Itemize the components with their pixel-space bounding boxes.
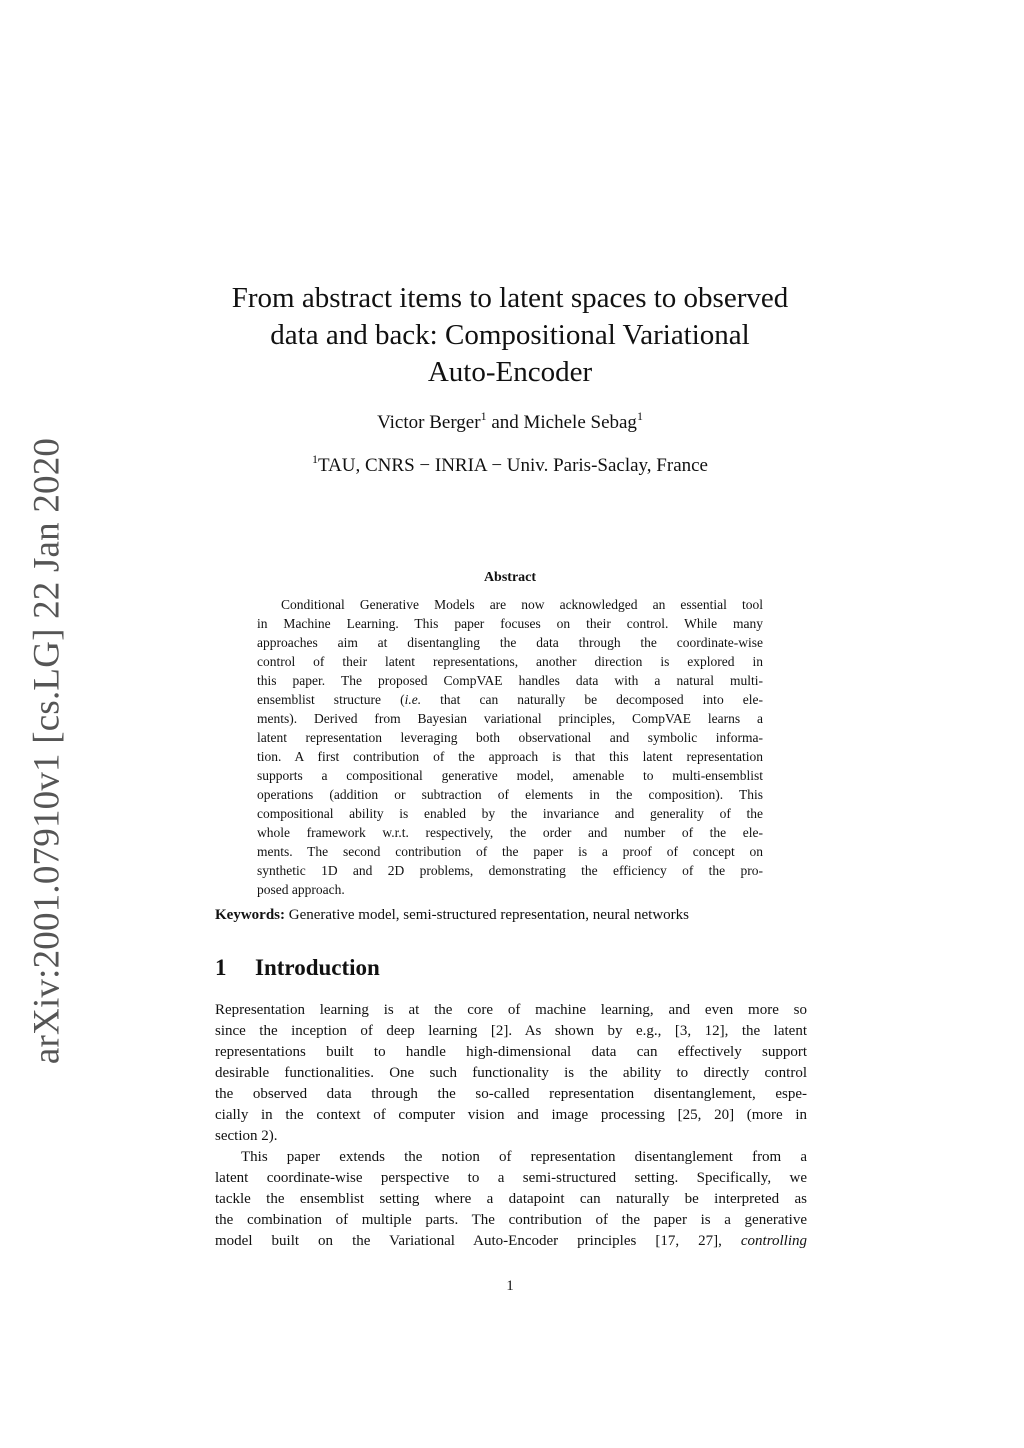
abstract-line: this paper. The proposed CompVAE handles data with a natural multi- bbox=[257, 673, 763, 688]
keywords bbox=[215, 905, 810, 925]
section-heading bbox=[215, 955, 380, 981]
abstract-line-start: ensemblist structure ( bbox=[257, 692, 405, 707]
author-list bbox=[200, 410, 820, 436]
body-line: the combination of multiple parts. The contribution of the paper is a generative bbox=[215, 1212, 807, 1228]
abstract-line: in Machine Learning. This paper focuses on their control. While many bbox=[257, 616, 763, 631]
keywords-label: Keywords: bbox=[215, 907, 285, 923]
abstract-line: posed approach. bbox=[257, 882, 345, 897]
body-line: representations built to handle high-dimensional data can effectively support bbox=[215, 1044, 807, 1060]
abstract-heading: Abstract bbox=[483, 570, 537, 585]
body-line: desirable functionalities. One such functionality is the ability to directly control bbox=[215, 1065, 807, 1081]
body-line bbox=[215, 1231, 807, 1252]
body-line: tackle the ensemblist setting where a datapoint can naturally be interpreted as bbox=[215, 1191, 807, 1207]
abstract-line: control of their latent representations, another direction is explored in bbox=[257, 654, 763, 669]
body-line-start: model built on the Variational Auto-Encoder principles [17, 27], bbox=[215, 1233, 741, 1249]
author-name: Victor Berger bbox=[377, 412, 481, 433]
abstract-line: compositional ability is enabled by the invariance and generality of the bbox=[257, 806, 763, 821]
paper-title bbox=[200, 280, 820, 391]
body-line: latent coordinate-wise perspective to a semi-structured setting. Specifically, we bbox=[215, 1170, 807, 1186]
abstract-line: supports a compositional generative model, amenable to multi-ensemblist bbox=[257, 768, 763, 783]
affiliation bbox=[200, 453, 820, 479]
abstract-line: ments. The second contribution of the paper is a proof of concept on bbox=[257, 844, 763, 859]
abstract-line: whole framework w.r.t. respectively, the order and number of the ele- bbox=[257, 825, 763, 840]
page-number: 1 bbox=[506, 1278, 514, 1294]
affiliation-marker: 1 bbox=[636, 409, 643, 423]
affiliation-marker: 1 bbox=[311, 452, 318, 466]
abstract-body bbox=[257, 595, 763, 899]
body-line: This paper extends the notion of representation disentanglement from a bbox=[241, 1149, 807, 1165]
body-line: Representation learning is at the core of machine learning, and even more so bbox=[215, 1002, 807, 1018]
affiliation-text: TAU, CNRS − INRIA − Univ. Paris-Saclay, France bbox=[317, 455, 708, 476]
abstract-line: approaches aim at disentangling the data through the coordinate-wise bbox=[257, 635, 763, 650]
author-name: Michele Sebag bbox=[523, 412, 637, 433]
abstract-line: latent representation leveraging both observational and symbolic informa- bbox=[257, 730, 763, 745]
abstract-line: tion. A first contribution of the approach is that this latent representation bbox=[257, 749, 763, 764]
introduction-body bbox=[215, 1000, 807, 1252]
abstract-line: synthetic 1D and 2D problems, demonstrating the efficiency of the pro- bbox=[257, 863, 763, 878]
abstract-line-rest: that can naturally be decomposed into ele- bbox=[421, 692, 763, 707]
body-line: cially in the context of computer vision and image processing [25, 20] (more in bbox=[215, 1107, 807, 1123]
body-line: section 2). bbox=[215, 1128, 278, 1144]
abstract-line: Conditional Generative Models are now acknowledged an essential tool bbox=[281, 597, 763, 612]
arxiv-identifier: arXiv:2001.07910v1 [cs.LG] 22 Jan 2020 bbox=[26, 437, 68, 1065]
abstract-italic-term: i.e. bbox=[404, 692, 422, 707]
body-italic-term: controlling bbox=[740, 1233, 807, 1249]
abstract-line bbox=[257, 690, 763, 709]
title-line: From abstract items to latent spaces to observed bbox=[231, 282, 789, 314]
author-connector: and bbox=[486, 412, 524, 433]
section-title: Introduction bbox=[255, 955, 380, 980]
title-line: Auto-Encoder bbox=[427, 356, 593, 388]
title-line: data and back: Compositional Variational bbox=[270, 319, 750, 351]
section-number: 1 bbox=[215, 955, 227, 980]
body-line: since the inception of deep learning [2]. As shown by e.g., [3, 12], the latent bbox=[215, 1023, 807, 1039]
abstract-line: operations (addition or subtraction of elements in the composition). This bbox=[257, 787, 763, 802]
abstract-line: ments). Derived from Bayesian variational principles, CompVAE learns a bbox=[257, 711, 763, 726]
affiliation-marker: 1 bbox=[480, 409, 487, 423]
body-line: the observed data through the so-called representation disentanglement, espe- bbox=[215, 1086, 807, 1102]
keywords-text: Generative model, semi-structured representation, neural networks bbox=[285, 907, 690, 923]
